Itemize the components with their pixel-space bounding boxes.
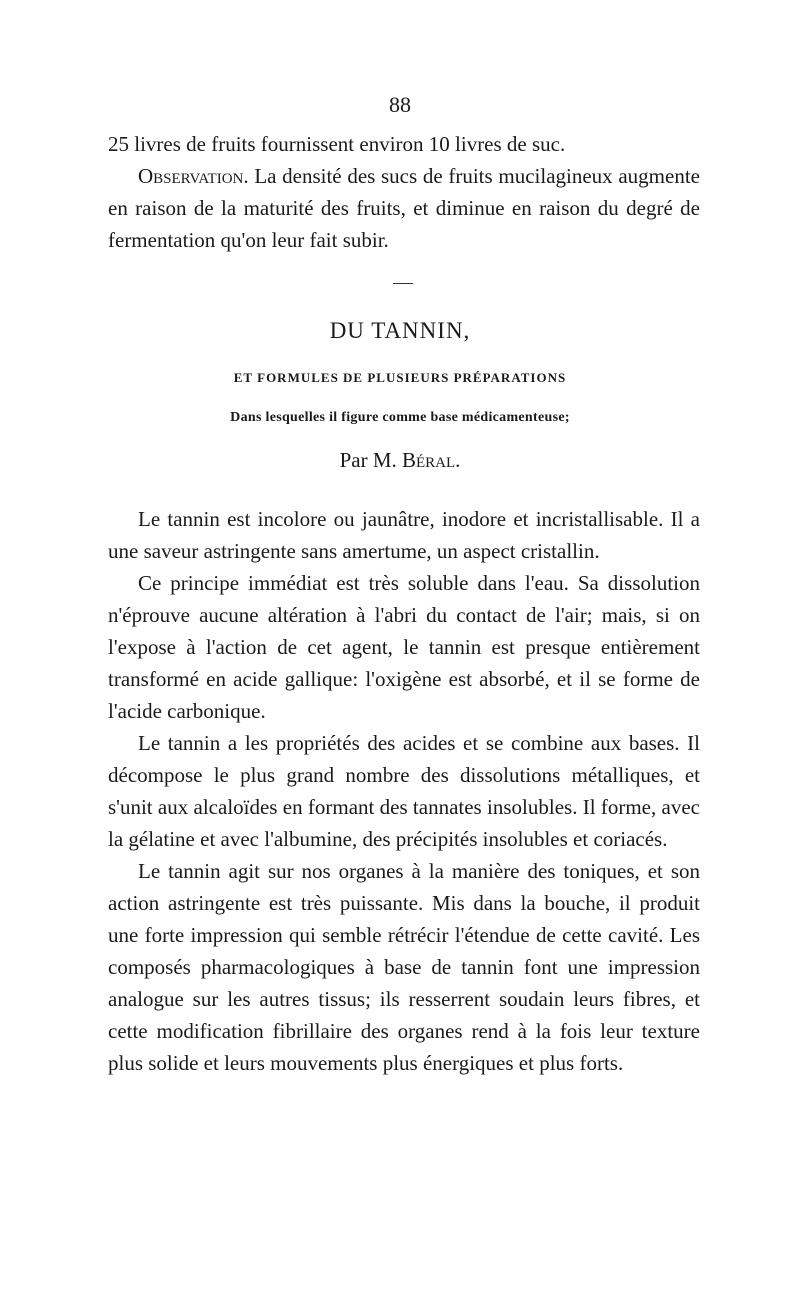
observation-label: Observation. [138,164,249,188]
article-author [0,448,800,473]
page-number: 88 [389,92,411,117]
author-name: Béral. [402,448,461,472]
observation-text: La densité des sucs de fruits mucilagineux augmente en raison de la maturité des fruits, et diminue en raison du degré de fermentation qu'on leur fait subir. [108,164,700,252]
observation-paragraph [108,160,700,256]
intro-section [108,128,700,256]
body-paragraph: Ce principe immédiat est très soluble dans l'eau. Sa dissolution n'éprouve aucune altération à l'abri du contact de l'air; mais, si on l'expose à l'action de cet agent, le tannin est presque entièrement transformé en acide gallique: l'oxigène est absorbé, et il se forme de l'acide carbonique. [108,571,700,723]
article-body [108,503,700,1079]
article-subtitle: ET FORMULES DE PLUSIEURS PRÉPARATIONS [233,370,567,385]
section-separator [393,283,413,284]
body-paragraph: Le tannin agit sur nos organes à la manière des toniques, et son action astringente est très puissante. Mis dans la bouche, il produit une forte impression qui semble rétrécir l'étendue de cette cavité. Les composés pharmacologiques à base de tannin font une impression analogue sur les autres tissus; ils resserrent soudain leurs fibres, et cette modification fibrillaire des organes rend à la fois leur texture plus solide et leurs mouvements plus énergiques et plus forts. [108,859,700,1075]
author-prefix: Par M. [339,448,402,472]
body-paragraph: Le tannin a les propriétés des acides et se combine aux bases. Il décompose le plus grand nombre des dissolutions métalliques, et s'unit aux alcaloïdes en formant des tannates insolubles. Il forme, avec la gélatine et avec l'albumine, des précipités insolubles et coriacés. [108,731,700,851]
intro-line: 25 livres de fruits fournissent environ 10 livres de suc. [108,132,566,156]
body-paragraph: Le tannin est incolore ou jaunâtre, inodore et incristallisable. Il a une saveur astringente sans amertume, un aspect cristallin. [108,507,700,563]
article-title: DU TANNIN, [329,318,471,343]
article-subtitle-secondary: Dans lesquelles il figure comme base médicamenteuse; [230,410,570,425]
